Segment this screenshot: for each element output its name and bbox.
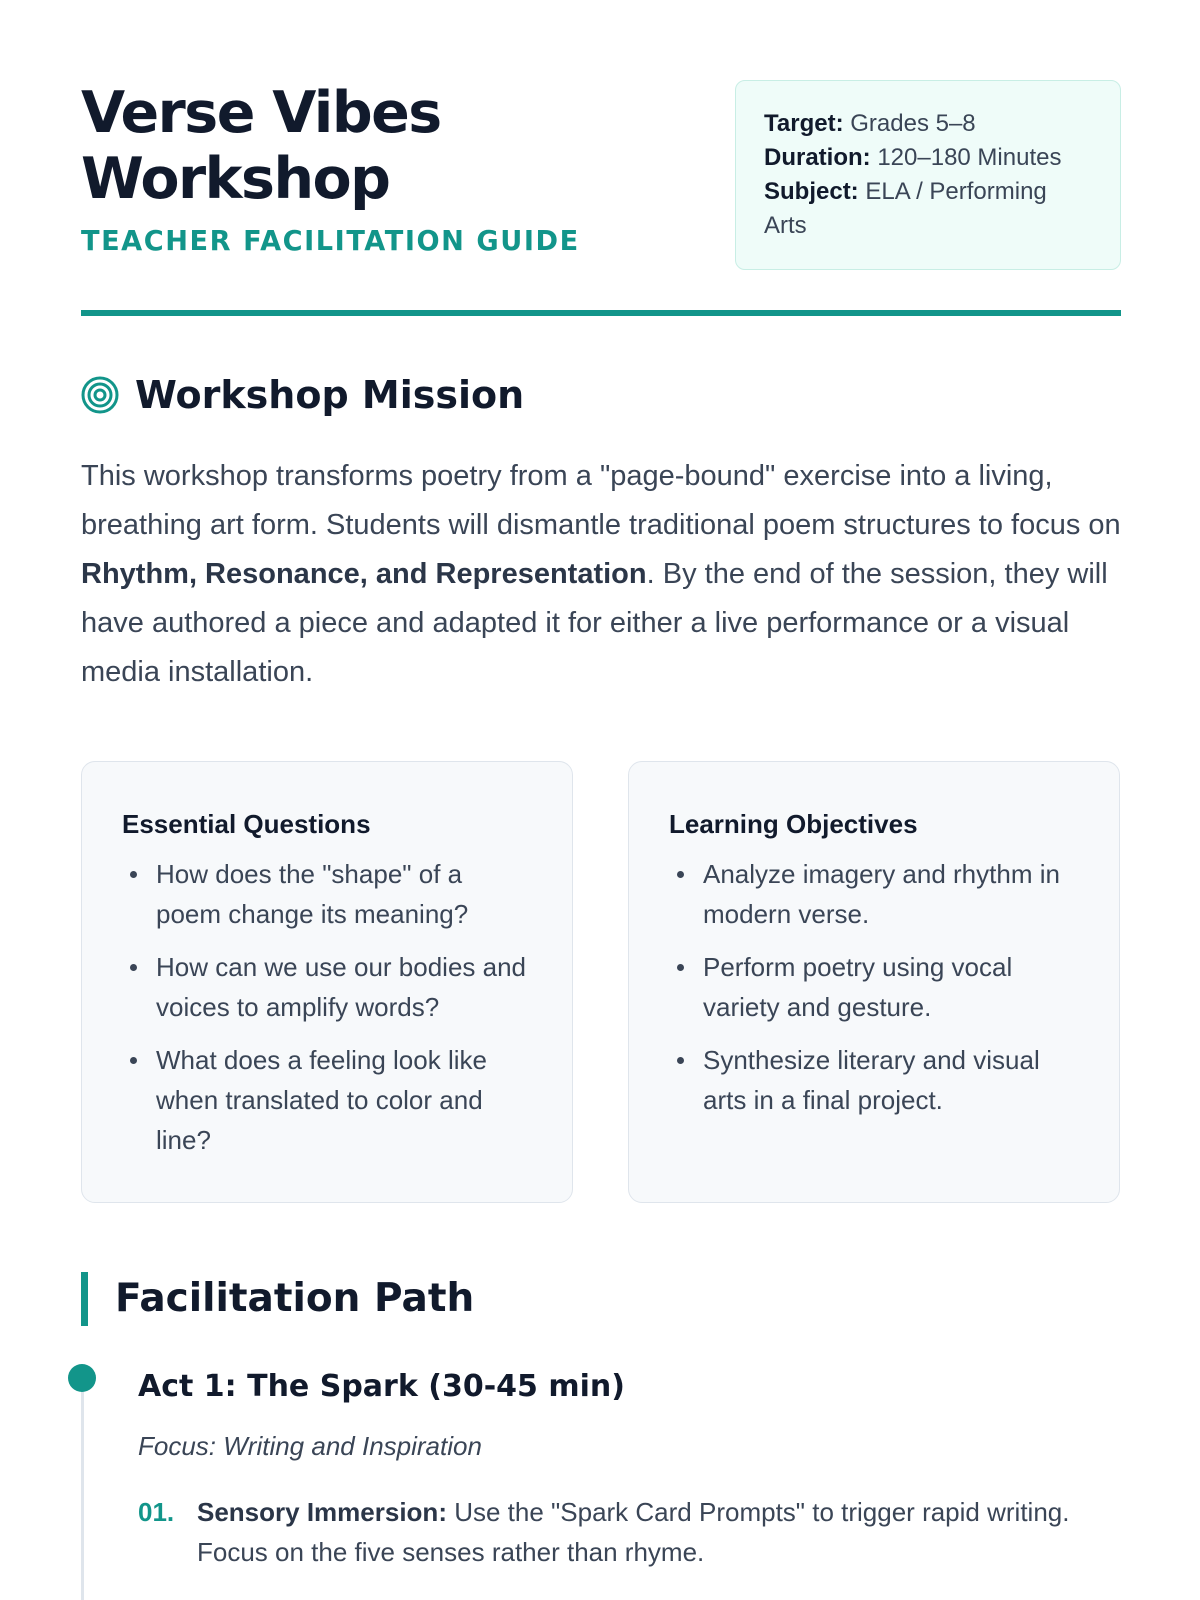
mission-title: Workshop Mission [135, 373, 525, 417]
mission-text-part-1: This workshop transforms poetry from a "page-bound" exercise into a living, breathing art form. Students will dismantle traditional poem structures to focus on [81, 460, 1121, 541]
act-focus: Focus: Writing and Inspiration [138, 1431, 482, 1461]
title-line-1: Verse Vibes [81, 80, 441, 146]
meta-target-value: Grades 5–8 [850, 110, 976, 137]
mission-text [81, 452, 1121, 697]
timeline-line [81, 1384, 84, 1600]
meta-subject-value: ELA / Performing Arts [764, 178, 1047, 239]
list-item: Synthesize literary and visual arts in a final project. [669, 1040, 1079, 1120]
act-title: Act 1: The Spark (30-45 min) [138, 1369, 625, 1404]
essential-questions-title: Essential Questions [122, 809, 371, 839]
list-item: How can we use our bodies and voices to amplify words? [122, 947, 532, 1027]
header-divider [81, 310, 1121, 316]
list-item: Analyze imagery and rhythm in modern verse. [669, 854, 1079, 934]
meta-duration [764, 141, 1092, 175]
heading-accent-bar [81, 1272, 88, 1326]
title-line-2: Workshop [81, 146, 390, 212]
essential-questions-list [122, 854, 532, 1160]
list-item: What does a feeling look like when translated to color and line? [122, 1040, 532, 1160]
learning-objectives-title: Learning Objectives [669, 809, 918, 839]
step-number: 01. [138, 1497, 175, 1527]
page-title [81, 80, 601, 212]
mission-text-emphasis: Rhythm, Resonance, and Representation [81, 558, 647, 590]
meta-target-label: Target: [764, 110, 844, 137]
meta-target [764, 107, 1092, 141]
facilitation-title: Facilitation Path [115, 1276, 475, 1321]
meta-duration-value: 120–180 Minutes [877, 144, 1062, 171]
mission-text-part-2: . By the end of the session, they will have authored a piece and adapted it for either a live performance or a visual media installation. [81, 558, 1108, 688]
facilitation-heading [81, 1272, 681, 1326]
timeline-dot [68, 1364, 96, 1392]
meta-duration-label: Duration: [764, 144, 871, 171]
meta-subject-label: Subject: [764, 178, 859, 205]
page-subtitle: TEACHER FACILITATION GUIDE [81, 224, 580, 257]
learning-objectives-list [669, 854, 1079, 1120]
step-description: Use the "Spark Card Prompts" to trigger rapid writing. Focus on the five senses rather than rhyme. [197, 1497, 1070, 1567]
list-item: Perform poetry using vocal variety and gesture. [669, 947, 1079, 1027]
essential-questions-card [81, 761, 573, 1203]
mission-heading [81, 370, 681, 420]
step-text [197, 1492, 1097, 1572]
header [81, 80, 1121, 280]
meta-info-box [735, 80, 1121, 270]
target-icon [81, 376, 119, 414]
step-label: Sensory Immersion: [197, 1497, 447, 1527]
list-item: How does the "shape" of a poem change its meaning? [122, 854, 532, 934]
learning-objectives-card [628, 761, 1120, 1203]
meta-subject [764, 175, 1092, 243]
